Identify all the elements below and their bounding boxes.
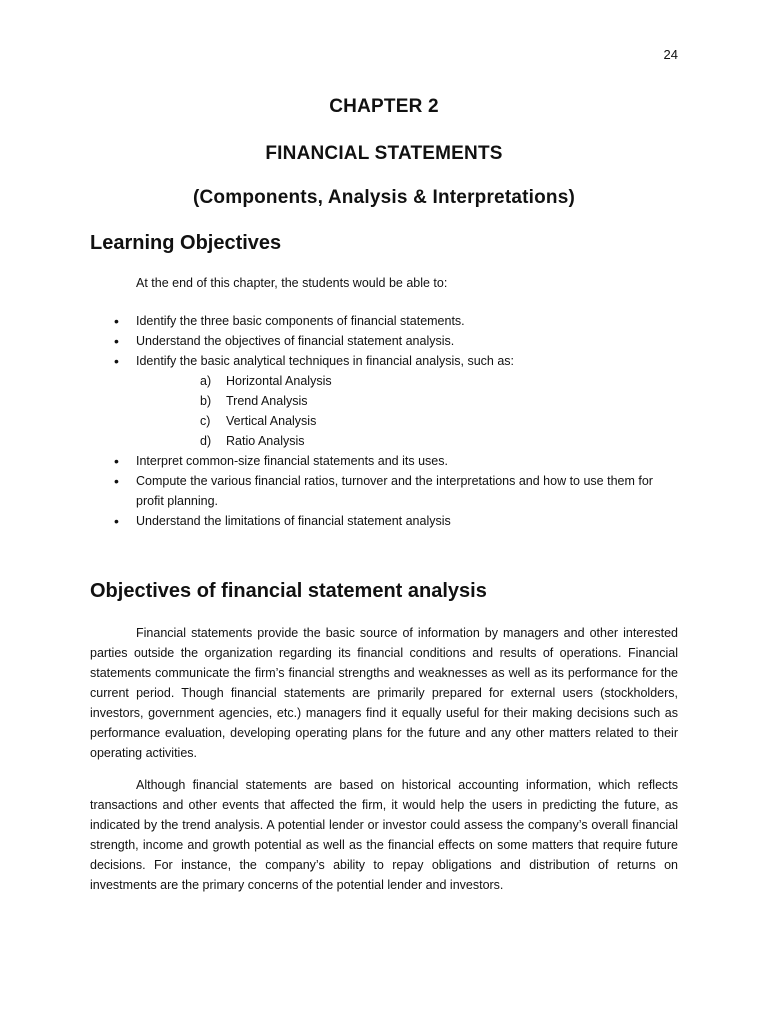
page-number: 24 — [663, 47, 678, 62]
learning-objectives-intro: At the end of this chapter, the students would be able to: — [136, 276, 448, 290]
chapter-heading: CHAPTER 2 — [329, 96, 439, 117]
sublist-item — [200, 391, 680, 411]
list-item-text: Identify the three basic components of financial statements. — [136, 314, 465, 328]
list-item-text: Compute the various financial ratios, turnover and the interpretations and how to use them for profit planning. — [136, 474, 653, 508]
objectives-section-heading: Objectives of financial statement analysis — [90, 580, 487, 602]
list-item-text: Understand the limitations of financial statement analysis — [136, 514, 451, 528]
body-paragraph: Financial statements provide the basic source of information by managers and other interested parties outside the organization regarding its financial conditions and results of operations. Financial statements communicate the firm’s financial strengths and weaknesses as well as its performance for the current period. Though financial statements are primarily prepared for external users (stockholders, investors, government agencies, etc.) managers find it equally useful for their making decisions such as performance evaluation, developing operating plans for the future and any other matters related to their operating activities. — [90, 626, 678, 760]
chapter-subtitle: (Components, Analysis & Interpretations) — [192, 187, 576, 208]
list-item — [112, 331, 680, 351]
list-item-text: Identify the basic analytical techniques in financial analysis, such as: — [136, 354, 514, 368]
list-item-text: Understand the objectives of financial statement analysis. — [136, 334, 455, 348]
sublist-item — [200, 431, 680, 451]
sublist-item-text: Horizontal Analysis — [226, 374, 332, 388]
sublist-marker: a) — [200, 374, 212, 388]
list-item — [112, 311, 680, 331]
sublist-marker: b) — [200, 394, 212, 408]
list-item — [112, 451, 680, 471]
list-item — [112, 471, 680, 511]
sublist-item-text: Trend Analysis — [226, 394, 308, 408]
sublist-item-text: Ratio Analysis — [226, 434, 305, 448]
sublist-item — [200, 411, 680, 431]
list-item — [112, 351, 680, 451]
sublist-item — [200, 371, 680, 391]
learning-objectives-heading: Learning Objectives — [90, 232, 282, 254]
sublist-item-text: Vertical Analysis — [226, 414, 317, 428]
list-item-text: Interpret common-size financial statements and its uses. — [136, 454, 448, 468]
sublist-marker: c) — [200, 414, 211, 428]
sublist-marker: d) — [200, 434, 212, 448]
techniques-sublist — [136, 371, 680, 451]
learning-objectives-list — [112, 311, 680, 531]
body-paragraph: Although financial statements are based on historical accounting information, which reflects transactions and other events that affected the firm, it would help the users in predicting the future, as indicated by the trend analysis. A potential lender or investor could assess the company’s overall financial strength, income and growth potential as well as the financial effects on some matters that require future decisions. For instance, the company’s ability to repay obligations and distribution of returns on investments are the primary concerns of the potential lender and investors. — [90, 778, 678, 892]
chapter-title: FINANCIAL STATEMENTS — [265, 143, 503, 164]
list-item — [112, 511, 680, 531]
